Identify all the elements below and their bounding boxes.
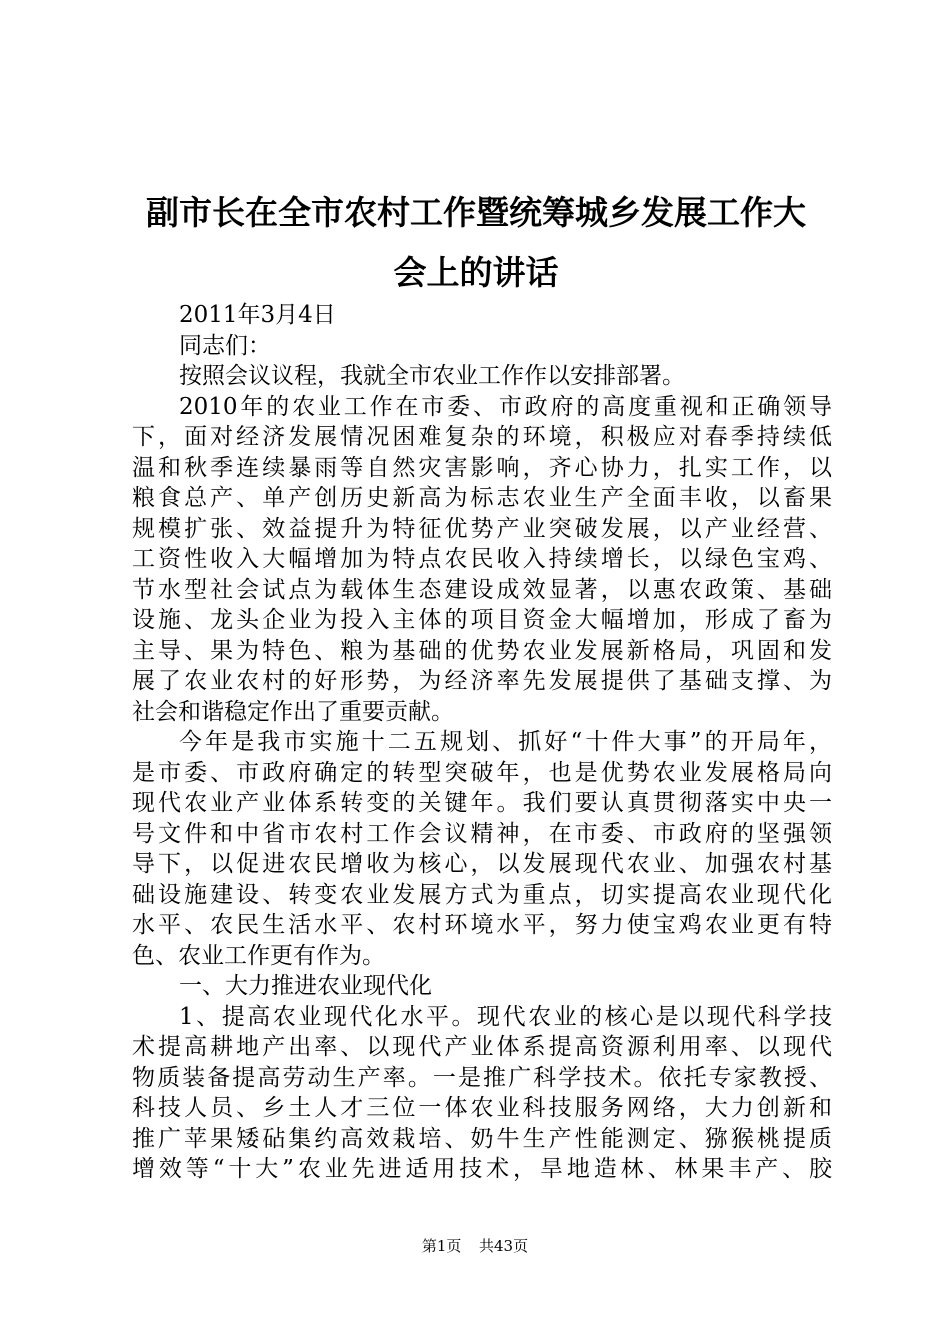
body-line: 2010年的农业工作在市委、市政府的高度重视和正确领导	[179, 393, 832, 420]
title-line: 会上的讲话	[393, 253, 559, 292]
body-line: 科技人员、乡土人才三位一体农业科技服务网络，大力创新和	[132, 1095, 832, 1121]
body-line: 号文件和中省市农村工作会议精神，在市委、市政府的坚强领	[132, 820, 832, 847]
body-line: 1、提高农业现代化水平。现代农业的核心是以现代科学技	[179, 1003, 832, 1030]
body-line: 物质装备提高劳动生产率。一是推广科学技术。依托专家教授、	[132, 1064, 832, 1091]
body-line: 按照会议议程，我就全市农业工作作以安排部署。	[179, 363, 685, 389]
body-line: 主导、果为特色、粮为基础的优势农业发展新格局，巩固和发	[132, 637, 832, 664]
body-line: 温和秋季连续暴雨等自然灾害影响，齐心协力，扎实工作，以	[132, 454, 832, 481]
salutation: 同志们：	[179, 332, 271, 359]
body-line: 设施、龙头企业为投入主体的项目资金大幅增加，形成了畜为	[132, 607, 832, 633]
body-line: 下，面对经济发展情况困难复杂的环境，积极应对春季持续低	[132, 424, 832, 450]
body-line: 工资性收入大幅增加为特点农民收入持续增长，以绿色宝鸡、	[132, 546, 832, 572]
body-line: 术提高耕地产出率、以现代产业体系提高资源利用率、以现代	[132, 1034, 832, 1060]
body-line: 础设施建设、转变农业发展方式为重点，切实提高农业现代化	[132, 881, 832, 908]
body-line: 色、农业工作更有作为。	[132, 942, 385, 969]
body-line: 规模扩张、效益提升为特征优势产业突破发展，以产业经营、	[132, 515, 832, 542]
title-line: 副市长在全市农村工作暨统筹城乡发展工作大	[146, 193, 806, 232]
body-line: 水平、农民生活水平、农村环境水平，努力使宝鸡农业更有特	[132, 912, 832, 938]
body-line: 展了农业农村的好形势，为经济率先发展提供了基础支撑、为	[132, 668, 832, 694]
body-line: 社会和谐稳定作出了重要贡献。	[132, 698, 454, 725]
date-line: 2011年3月4日	[179, 302, 336, 328]
body-line: 今年是我市实施十二五规划、抓好“十件大事”的开局年，	[179, 729, 832, 755]
document-title	[120, 183, 832, 303]
page-number: 第1页	[421, 1237, 462, 1255]
body-line: 导下，以促进农民增收为核心，以发展现代农业、加强农村基	[132, 851, 832, 877]
body-line: 推广苹果矮砧集约高效栽培、奶牛生产性能测定、猕猴桃提质	[132, 1125, 832, 1152]
body-line: 是市委、市政府确定的转型突破年，也是优势农业发展格局向	[132, 759, 832, 786]
body-line: 粮食总产、单产创历史新高为标志农业生产全面丰收，以畜果	[132, 485, 832, 511]
body-line: 节水型社会试点为载体生态建设成效显著，以惠农政策、基础	[132, 576, 832, 603]
page-footer	[0, 1236, 950, 1256]
document-body	[132, 300, 832, 1185]
body-line: 增效等“十大”农业先进适用技术，旱地造林、林果丰产、胶	[132, 1156, 832, 1182]
section-heading: 一、大力推进农业现代化	[179, 973, 432, 999]
page-total: 共43页	[479, 1237, 529, 1255]
body-line: 现代农业产业体系转变的关键年。我们要认真贯彻落实中央一	[132, 790, 832, 816]
